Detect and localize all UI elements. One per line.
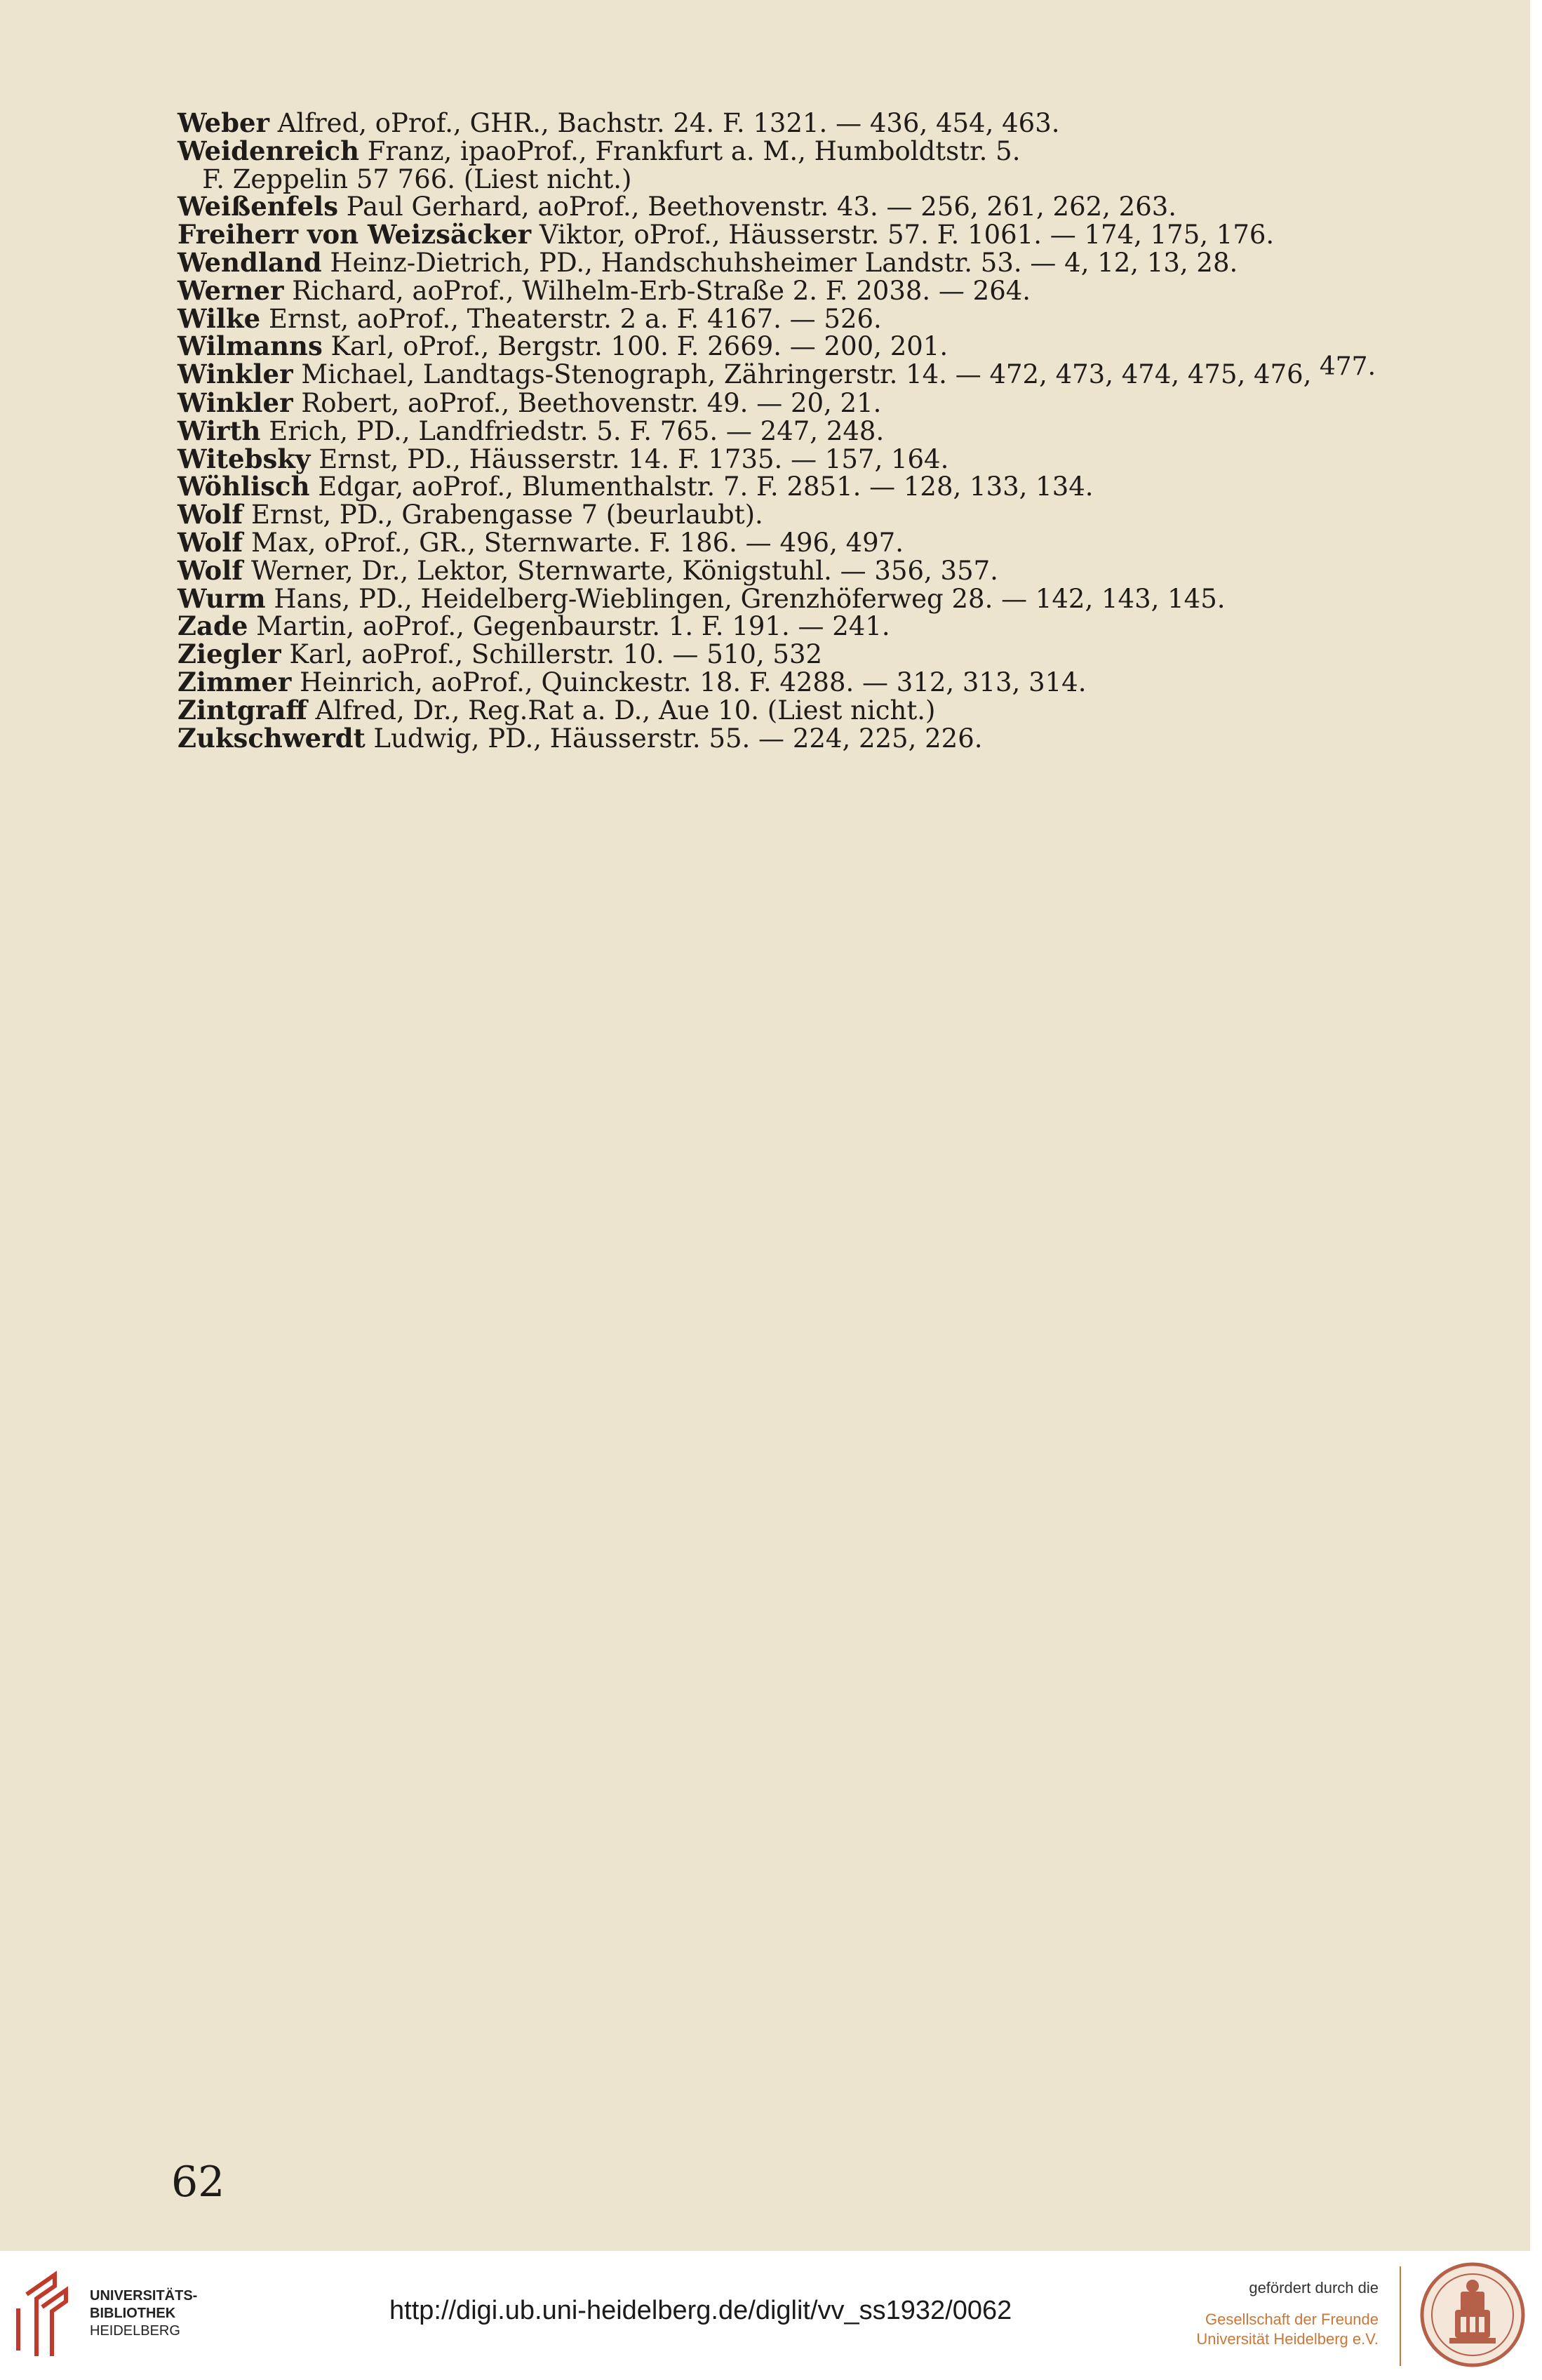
- directory-entry: [177, 610, 1496, 642]
- entry-details: Ernst, PD., Häusserstr. 14. F. 1735. — 157, 164.: [310, 443, 949, 474]
- entry-details: Michael, Landtags-Stenograph, Zähringerstr. 14. — 472, 473, 474, 475, 476,: [293, 359, 1312, 390]
- directory-list: [177, 109, 1496, 752]
- page-number: 62: [171, 2158, 225, 2207]
- entry-name: Wirth: [177, 415, 261, 446]
- entry-details: Karl, oProf., Bergstr. 100. F. 2669. — 200, 201.: [322, 331, 948, 362]
- entry-details: F. Zeppelin 57 766. (Liest nicht.): [177, 163, 632, 194]
- permalink-url[interactable]: http://digi.ub.uni-heidelberg.de/diglit/vv_ss1932/0062: [389, 2296, 1012, 2325]
- directory-entry: [177, 641, 1496, 669]
- entry-details: Ernst, aoProf., Theaterstr. 2 a. F. 4167. — 526.: [260, 303, 882, 334]
- sponsor-name-line1: Gesellschaft der Freunde: [1205, 2311, 1379, 2328]
- directory-entry: [177, 694, 1496, 726]
- entry-details: Hans, PD., Heidelberg-Wieblingen, Grenzhöferweg 28. — 142, 143, 145.: [265, 583, 1226, 614]
- directory-entry: [177, 163, 1496, 194]
- entry-details: Robert, aoProf., Beethovenstr. 49. — 20, 21.: [293, 387, 882, 418]
- entry-name: Weißenfels: [177, 191, 339, 222]
- footer-bar: [0, 2251, 1542, 2380]
- entry-name: Wolf: [177, 526, 243, 558]
- directory-entry: [177, 193, 1496, 221]
- directory-entry: [177, 554, 1496, 586]
- entry-name: Weber: [177, 107, 269, 138]
- entry-details: Alfred, Dr., Reg.Rat a. D., Aue 10. (Liest nicht.): [307, 695, 936, 726]
- directory-entry: [177, 135, 1496, 166]
- entry-name: Zintgraff: [177, 694, 307, 726]
- entry-name: Zimmer: [177, 666, 292, 697]
- library-logo-icon: [13, 2266, 83, 2365]
- footer-divider: [1400, 2266, 1401, 2366]
- entry-name: Wurm: [177, 582, 266, 614]
- entry-details: Ernst, PD., Grabengasse 7 (beurlaubt).: [243, 500, 763, 530]
- directory-entry: [177, 501, 1496, 529]
- entry-details: Paul Gerhard, aoProf., Beethovenstr. 43. — 256, 261, 262, 263.: [338, 192, 1177, 222]
- entry-name: Ziegler: [177, 639, 281, 670]
- entry-details: Max, oProf., GR., Sternwarte. F. 186. — 496, 497.: [243, 527, 904, 558]
- library-name-line1: UNIVERSITÄTS-: [90, 2288, 198, 2304]
- entry-details: Werner, Dr., Lektor, Sternwarte, Königstuhl. — 356, 357.: [243, 555, 998, 586]
- directory-entry: [177, 582, 1496, 614]
- directory-entry: [177, 352, 1496, 390]
- library-name: [90, 2287, 197, 2340]
- directory-entry: [177, 221, 1496, 249]
- entry-name: Freiherr von Weizsäcker: [177, 219, 532, 250]
- directory-entry: [177, 389, 1496, 417]
- sponsor-intro: gefördert durch die: [1249, 2279, 1379, 2297]
- entry-name: Wolf: [177, 499, 243, 530]
- entry-name: Winkler: [177, 387, 293, 418]
- sponsor-block: [1189, 2279, 1379, 2349]
- library-name-line3: HEIDELBERG: [90, 2323, 180, 2339]
- entry-overflow-number: 477.: [1311, 352, 1376, 382]
- entry-name: Wöhlisch: [177, 471, 310, 502]
- entry-details: Ludwig, PD., Häusserstr. 55. — 224, 225, 226.: [365, 723, 983, 754]
- entry-details: Franz, ipaoProf., Frankfurt a. M., Humboldtstr. 5.: [358, 135, 1021, 166]
- entry-name: Winkler: [177, 359, 293, 390]
- entry-name: Witebsky: [177, 443, 311, 474]
- entry-details: Edgar, aoProf., Blumenthalstr. 7. F. 2851. — 128, 133, 134.: [309, 472, 1094, 502]
- entry-details: Alfred, oProf., GHR., Bachstr. 24. F. 1321. — 436, 454, 463.: [269, 108, 1060, 138]
- sponsor-name-line2: Universität Heidelberg e.V.: [1196, 2330, 1379, 2348]
- sponsor-name: [1189, 2310, 1379, 2349]
- entry-name: Wolf: [177, 554, 243, 586]
- directory-entry: [177, 330, 1496, 362]
- entry-details: Viktor, oProf., Häusserstr. 57. F. 1061. — 174, 175, 176.: [531, 220, 1275, 250]
- entry-name: Weidenreich: [177, 135, 359, 166]
- entry-name: Zukschwerdt: [177, 722, 366, 754]
- library-name-line2: BIBLIOTHEK: [90, 2306, 176, 2321]
- directory-entry: [177, 417, 1496, 446]
- university-seal-icon: [1419, 2261, 1527, 2369]
- entry-name: Wilke: [177, 302, 261, 334]
- directory-entry: [177, 274, 1496, 306]
- entry-details: Martin, aoProf., Gegenbaurstr. 1. F. 191. — 241.: [248, 611, 890, 642]
- entry-name: Wilmanns: [177, 330, 323, 362]
- entry-details: Erich, PD., Landfriedstr. 5. F. 765. — 247, 248.: [260, 415, 885, 446]
- entry-name: Zade: [177, 610, 248, 642]
- directory-entry: [177, 526, 1496, 558]
- entry-details: Richard, aoProf., Wilhelm-Erb-Straße 2. F. 2038. — 264.: [283, 275, 1031, 306]
- entry-details: Heinz-Dietrich, PD., Handschuhsheimer Landstr. 53. — 4, 12, 13, 28.: [321, 247, 1238, 278]
- entry-name: Wendland: [177, 246, 322, 278]
- directory-entry: [177, 722, 1496, 754]
- entry-details: Karl, aoProf., Schillerstr. 10. — 510, 532: [281, 639, 823, 670]
- directory-entry: [177, 109, 1496, 138]
- directory-entry: [177, 473, 1496, 501]
- entry-name: Werner: [177, 274, 284, 306]
- directory-entry: [177, 443, 1496, 474]
- directory-entry: [177, 302, 1496, 334]
- directory-entry: [177, 666, 1496, 697]
- entry-details: Heinrich, aoProf., Quinckestr. 18. F. 4288. — 312, 313, 314.: [291, 667, 1087, 697]
- directory-entry: [177, 246, 1496, 278]
